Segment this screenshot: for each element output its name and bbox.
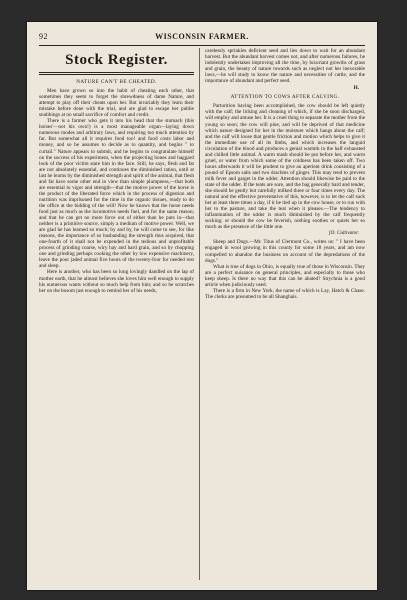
journal-title: WISCONSIN FARMER.	[155, 32, 249, 41]
paragraph: Men have grown so into the habit of cheating each other, that sometimes they seem to forget the shrewdness of dame Nature, and attempt to play off their cheats upon her. But invariably they learn their mistake before done with the trial, and are glad to escape her publie snubbings at no small sacrifice of comfort and credit.	[39, 88, 194, 119]
page-header	[39, 32, 365, 44]
paragraph: Here is another, who has been so long lovingly dandled on the lap of mother earth, that he almost believes she loves him well enough to supply his numerous wants without so much help from him; and so he scratches her on the bosom just enough to remind her of his needs,	[39, 269, 194, 294]
source-credit: [O. Cultivator.	[328, 230, 359, 237]
column-divider	[199, 48, 200, 580]
article-heading-nature: NATURE CAN'T BE CHEATED.	[76, 79, 157, 85]
paragraph: What is true of dogs in Ohio, is equally true of those in Wisconsin. They are a perfect nuisance on general principles, and especially to those who keep sheep. Is there no way that this can be abated? Strychnia is a good article when judiciously used.	[205, 263, 365, 288]
article-heading-cows: ATTENTION TO COWS AFTER CALVING.	[230, 94, 340, 101]
header-rule	[39, 45, 365, 46]
department-rule	[39, 72, 194, 75]
paragraph: Parturition having been accomplished, the cow should be left quietly with the calf; the licking and cleaning of which, if she be soon discharged, will employ and amuse her. It is a cruel thing to separate the mother from the young so soon; the cow will pine, and will be deprived of that medicine which nature designed for her in the moisture which hangs about the calf; and the calf will loose that gentle friction and motion which helps to give it the immediate use of all its limbs, and which increases the languid circulation of the blood and produces a genial warmth in the half exhausted and chilled little animal. A warm mash should be put before her, and warm gruel, or water from which some of the coldness has been taken off. Two hours afterwards it will be prudent to give an aperient drink consisting of a pound of Epsom salts and two drachms of ginger. This may tend to prevent milk fever and garget in the udder. Attention should likewise be paid to the state of the udder. If the teats are sore, and the bag generally hard and tender, she should be gently but carefully milked three or four times every day. The natural and the effective preventative of this, however, is to let the calf suck her at least three times a day, if it be tied up in the cow house, or to run with her to the pasture, and take the teat when it pleases.—The tendency to inflammation of the udder is much diminished by the calf frequently sucking; or should the cow be feverish, nothing soothes or quiets her so much as the presence of the little one.	[205, 103, 365, 231]
continued-paragraph: carelessly sprinkles deficient seed and lies down to wait for an abundant harvest. But the abundant harvest comes not, and after numerous failures, he indolently undertakes improving all the time, by luxuriant growths of grass and grain, the beauty of nature towards such as neglect not her inexorable laws,—he will study to know the nature and necessities of cattle, and the importance of abundant and perfect seed.	[205, 48, 365, 85]
signature: H.	[353, 85, 359, 92]
newspaper-page	[27, 22, 377, 590]
left-column	[39, 48, 194, 584]
department-title: Stock Register.	[65, 52, 168, 68]
paragraph: There is a firm in New York, the name of which is Lay, Hatch & Chase. The clerks are presumed to be all Shanghais.	[205, 287, 365, 300]
page-number: 92	[39, 32, 48, 41]
paragraph: There is a farmer who gets it into his head that the stomach (this horses'—not his own!) is a most manageable organ—laying down numerous modes and arbitrary laws, and requiring too much attention by far. But somewhat all it requires food too! and food costs labor and money, and so he assumes to decide as to quantity, and begins " to curtail." Nature appears to submit, and he begins to congratulate himself on the success of his experiment, when the projecting bones and haggard look of the poor victim stare him in the face. Still, he says, flesh and fat are not absolutely essential, and continues the diminished ration, until at last he learns by the diminished strength and spirit of the animal, that flesh and fat have some other end in view than simple plumpness,—that both are essential to vigor and strength—that the motive power of the horse is the product of the liberated force which in the process of digestion and nutrition was imprisoned for the time in the organic tissues, ready to do the office at the bidding of the will! Now he knows that the horse needs food just as much as the locomotive needs fuel, and for the same reason; and that he can get no more force out of either than he puts in—that neither is a primitive source, simply a medium of motive power. Well, we are glad he has learned so much; by and by, he will come to see, for like reasons, the importance of so husbanding the strength thus acquired, that one-fourth of it shall not be expended in the tedious and unprofitable process of grinding coarse, wiry hay and hard grain, and so by chopping one and grinding perhaps cooking the other by low expensive machinery, leave the poor jaded animal five hours of the twenty-four for needed rest and sleep.	[39, 118, 194, 270]
right-column	[205, 48, 365, 584]
paragraph: Sheep and Dogs.—Mr. Titus of Clermont Co., writes us: " I have been engaged in wool growing in this county for some 18 years, and am now compelled to abandon the business on account of the depredations of the dogs."	[205, 239, 365, 264]
